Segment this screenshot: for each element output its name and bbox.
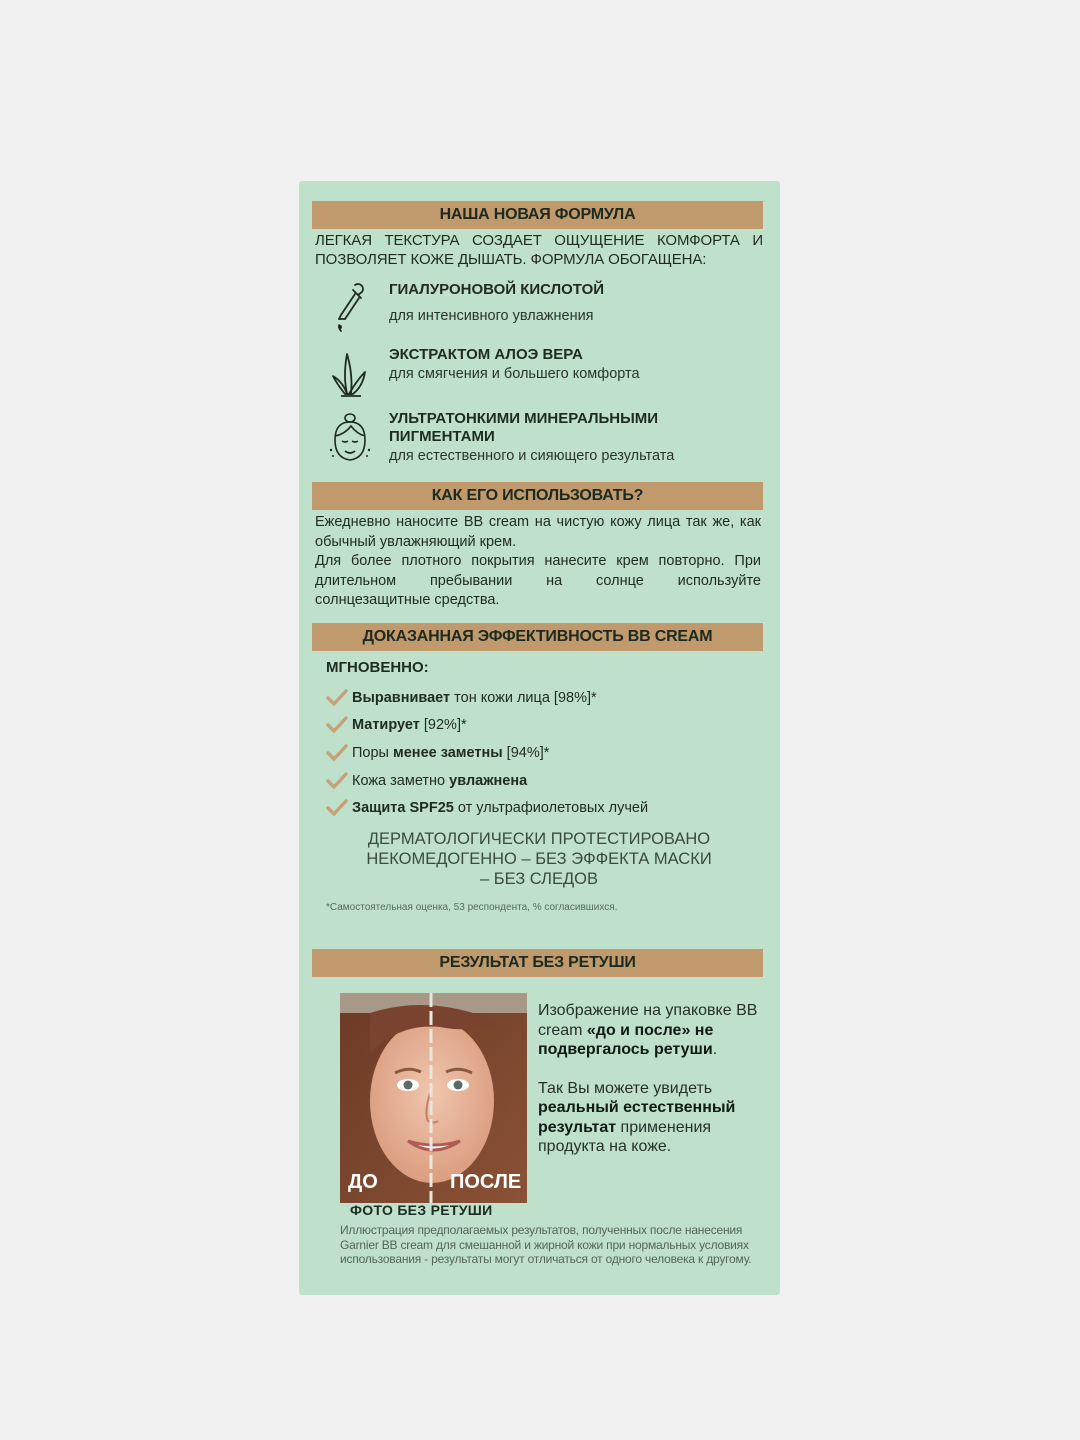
claim-text: [92%]* xyxy=(419,717,467,733)
aloe-icon xyxy=(327,346,373,400)
derm-line: – БЕЗ СЛЕДОВ xyxy=(480,870,598,888)
claim-bold: менее заметны xyxy=(393,745,503,761)
face-icon xyxy=(327,410,373,464)
section-header-formula: НАША НОВАЯ ФОРМУЛА xyxy=(312,201,763,229)
claim-text: [94%]* xyxy=(502,745,550,761)
ingredient-title: ЭКСТРАКТОМ АЛОЭ ВЕРА xyxy=(389,346,583,363)
section-header-usage: КАК ЕГО ИСПОЛЬЗОВАТЬ? xyxy=(312,482,763,510)
derm-line: ДЕРМАТОЛОГИЧЕСКИ ПРОТЕСТИРОВАНО xyxy=(367,830,711,848)
result-text-bold: реальный естественный результат xyxy=(538,1099,736,1136)
ingredient-aloe xyxy=(327,346,767,406)
section-header-result: РЕЗУЛЬТАТ БЕЗ РЕТУШИ xyxy=(312,949,763,977)
check-icon xyxy=(326,716,348,734)
after-label: ПОСЛЕ xyxy=(450,1171,522,1193)
result-text xyxy=(538,1001,774,1176)
ingredient-subtitle: для естественного и сияющего результата xyxy=(389,448,675,464)
derm-line: НЕКОМЕДОГЕННО – БЕЗ ЭФФЕКТА МАСКИ xyxy=(366,850,712,868)
photo-caption: ФОТО БЕЗ РЕТУШИ xyxy=(350,1202,493,1218)
section-header-efficacy: ДОКАЗАННАЯ ЭФФЕКТИВНОСТЬ BB CREAM xyxy=(312,623,763,651)
product-info-panel xyxy=(299,181,780,1295)
claim-bold: Матирует xyxy=(352,717,420,733)
ingredient-subtitle: для интенсивного увлажнения xyxy=(389,308,594,324)
result-text-plain: Изображение на упаковке BB cream xyxy=(538,1002,758,1039)
instant-label: МГНОВЕННО: xyxy=(326,659,429,676)
claim-bold: Выравнивает xyxy=(352,690,451,706)
ingredient-pigments xyxy=(327,410,767,470)
claim-text: Кожа заметно xyxy=(352,773,450,789)
dermatology-statement xyxy=(329,829,749,889)
dropper-icon xyxy=(327,281,373,335)
ingredient-subtitle: для смягчения и большего комфорта xyxy=(389,366,640,382)
claim-text: Поры xyxy=(352,745,394,761)
claim-text: от ультрафиолетовых лучей xyxy=(453,800,649,816)
result-text-plain: применения продукта на коже. xyxy=(538,1118,712,1155)
usage-text xyxy=(315,513,761,611)
result-text-plain: Так Вы можете увидеть xyxy=(538,1079,713,1097)
check-icon xyxy=(326,799,348,817)
result-text-bold: «до и после» не подвергалось ретуши xyxy=(538,1021,714,1058)
formula-intro: ЛЕГКАЯ ТЕКСТУРА СОЗДАЕТ ОЩУЩЕНИЕ КОМФОРТА И ПОЗВОЛЯЕТ КОЖЕ ДЫШАТЬ. ФОРМУЛА ОБОГАЩЕНА: xyxy=(315,232,763,268)
claim-bold: Защита SPF25 xyxy=(352,800,454,816)
ingredient-hyaluronic xyxy=(327,281,767,341)
check-icon xyxy=(326,772,348,790)
ingredient-title: ГИАЛУРОНОВОЙ КИСЛОТОЙ xyxy=(389,281,605,298)
usage-paragraph: Ежедневно наносите BB cream на чистую кожу лица так же, как обычный увлажняющий крем. xyxy=(315,514,761,550)
usage-paragraph: Для более плотного покрытия нанесите крем повторно. При длительном пребывании на солнце используйте солнцезащитные средства. xyxy=(315,553,761,608)
before-label: ДО xyxy=(348,1171,378,1193)
footnote: *Самостоятельная оценка, 53 респондента, % согласившихся. xyxy=(326,902,618,913)
before-after-photo xyxy=(340,993,527,1203)
result-text-plain: . xyxy=(712,1041,718,1058)
check-icon xyxy=(326,689,348,707)
claim-bold: увлажнена xyxy=(449,773,528,789)
claim-text: тон кожи лица [98%]* xyxy=(450,690,597,706)
ingredient-title: УЛЬТРАТОНКИМИ МИНЕРАЛЬНЫМИ ПИГМЕНТАМИ xyxy=(389,410,659,445)
check-icon xyxy=(326,744,348,762)
illustration-disclaimer: Иллюстрация предполагаемых результатов, полученных после нанесения Garnier BB cream для смешанной и жирной кожи при нормальных условиях использования - результаты могут отличаться от одного человека к другому. xyxy=(340,1223,752,1266)
